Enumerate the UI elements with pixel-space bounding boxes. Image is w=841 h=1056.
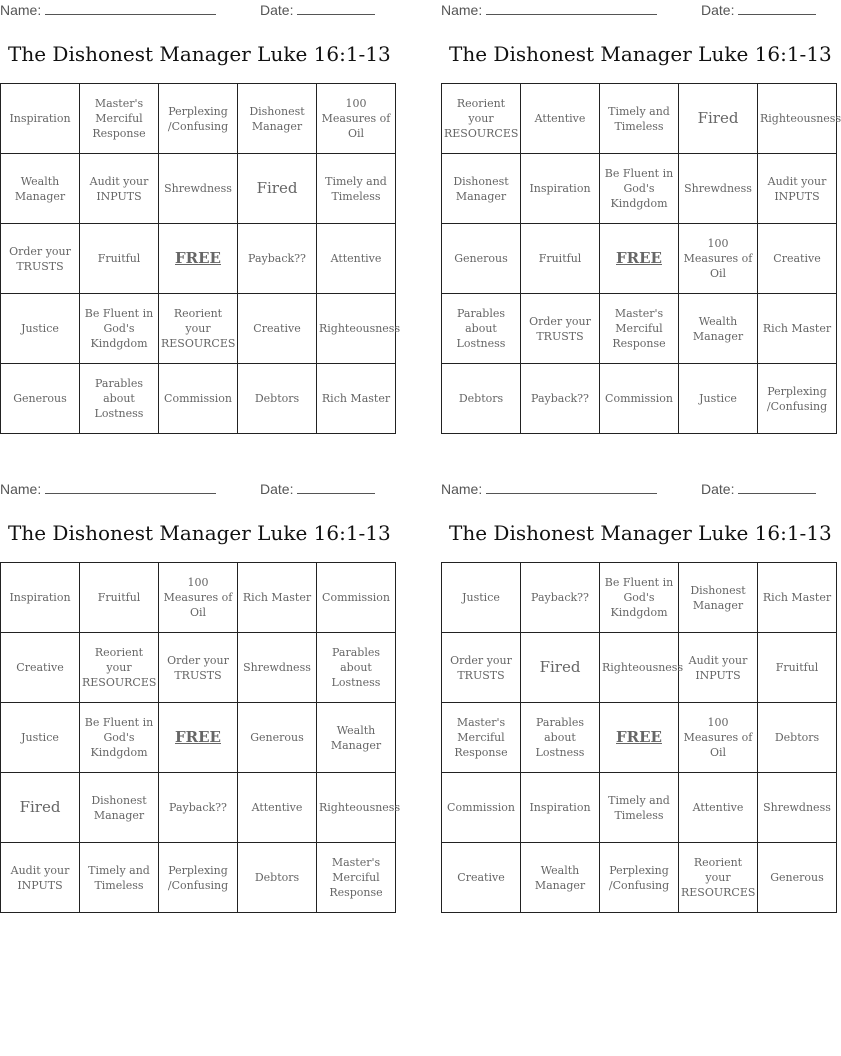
grid-row (442, 843, 837, 913)
grid-row (1, 224, 396, 294)
date-blank-line (738, 13, 816, 15)
cell-text: Order your TRUSTS (450, 653, 512, 682)
bingo-cell (442, 703, 521, 773)
cell-text: Audit your INPUTS (10, 863, 70, 892)
cell-text: Fruitful (775, 661, 819, 674)
bingo-cell (442, 563, 521, 633)
bingo-cell (521, 773, 600, 843)
cell-text: Fired (19, 798, 61, 816)
cell-text: Debtors (774, 731, 820, 744)
cell-text: Perplexing /Confusing (608, 863, 670, 892)
cell-text: Parables about Lostness (456, 307, 506, 350)
grid-row (442, 773, 837, 843)
cell-text: Wealth Manager (14, 174, 66, 203)
bingo-cell (1, 84, 80, 154)
cell-text: Timely and Timeless (608, 793, 670, 822)
cell-text: Generous (454, 252, 508, 265)
bingo-cell (521, 224, 600, 294)
date-label: Date: (260, 2, 294, 18)
bingo-cell (442, 224, 521, 294)
name-date-row (0, 0, 376, 24)
bingo-cell (80, 84, 159, 154)
name-field (0, 2, 216, 18)
cell-text: Be Fluent in God's Kindgdom (604, 576, 674, 619)
bingo-grid (0, 83, 401, 434)
bingo-cell (317, 773, 401, 843)
grid-row (1, 633, 396, 703)
date-field (260, 481, 375, 497)
bingo-card (441, 0, 841, 413)
cell-text: Shrewdness (164, 182, 232, 195)
bingo-card (441, 479, 832, 899)
cell-text: Attentive (692, 801, 744, 814)
bingo-cell (679, 773, 758, 843)
cell-text: Fired (697, 109, 739, 127)
cell-text: Rich Master (242, 591, 312, 604)
bingo-cell (600, 154, 679, 224)
bingo-cell (80, 703, 159, 773)
bingo-cell (238, 563, 317, 633)
name-label: Name: (0, 2, 42, 18)
grid-row (1, 84, 396, 154)
grid-row (1, 843, 396, 913)
cell-text: Inspiration (9, 112, 71, 125)
cell-text: Righteousness (760, 112, 841, 125)
cell-text: Order your TRUSTS (9, 244, 71, 273)
cell-text: Debtors (458, 392, 504, 405)
bingo-cell (317, 224, 396, 294)
cell-text: Commission (322, 591, 390, 604)
date-field (701, 481, 816, 497)
bingo-cell (521, 703, 600, 773)
cell-text: Inspiration (529, 801, 591, 814)
bingo-cell (238, 633, 317, 703)
bingo-cell (758, 843, 837, 913)
bingo-cell (521, 364, 600, 434)
date-label: Date: (701, 481, 735, 497)
cell-text: Master's Merciful Response (329, 856, 383, 899)
grid-row (1, 154, 396, 224)
bingo-cell (758, 224, 837, 294)
bingo-cell (317, 563, 396, 633)
bingo-cell (600, 773, 679, 843)
cell-text: Commission (605, 392, 673, 405)
cell-text: Timely and Timeless (325, 174, 387, 203)
bingo-cell (442, 84, 521, 154)
cell-text: 100 Measures of Oil (683, 237, 753, 280)
bingo-cell (317, 154, 396, 224)
bingo-cell (80, 633, 159, 703)
name-blank-line (45, 13, 216, 15)
cell-text: Fired (256, 179, 298, 197)
cell-text: Rich Master (321, 392, 391, 405)
bingo-cell (521, 294, 600, 364)
bingo-cell (758, 294, 837, 364)
cell-text: Payback?? (531, 392, 589, 405)
cell-text: Shrewdness (684, 182, 752, 195)
name-blank-line (45, 492, 216, 494)
grid-row (1, 703, 396, 773)
bingo-cell (442, 154, 521, 224)
grid-row (1, 364, 396, 434)
cell-text: Generous (250, 731, 304, 744)
bingo-cell (521, 84, 600, 154)
cell-text: Timely and Timeless (608, 104, 670, 133)
bingo-cell (238, 84, 317, 154)
free-space-cell (159, 703, 238, 773)
cell-text: Shrewdness (763, 801, 831, 814)
bingo-cell (600, 84, 679, 154)
cell-text: 100 Measures of Oil (321, 97, 391, 140)
cell-text: Perplexing /Confusing (167, 863, 229, 892)
cell-text: Generous (770, 871, 824, 884)
cell-text: Payback?? (169, 801, 227, 814)
cell-text: Master's Merciful Response (612, 307, 666, 350)
cell-text: Master's Merciful Response (454, 716, 508, 759)
bingo-cell (600, 364, 679, 434)
cell-text: Commission (447, 801, 515, 814)
bingo-cell (238, 294, 317, 364)
cell-text: Dishonest Manager (91, 793, 147, 822)
cell-text: Audit your INPUTS (767, 174, 827, 203)
bingo-cell (238, 843, 317, 913)
cell-text: Audit your INPUTS (688, 653, 748, 682)
grid-row (1, 294, 396, 364)
bingo-cell (238, 773, 317, 843)
date-field (260, 2, 375, 18)
bingo-cell (679, 703, 758, 773)
cell-text: Master's Merciful Response (92, 97, 146, 140)
bingo-cell (159, 843, 238, 913)
bingo-cell (442, 294, 521, 364)
cell-text: 100 Measures of Oil (683, 716, 753, 759)
grid-row (442, 224, 837, 294)
bingo-cell (679, 84, 758, 154)
bingo-cell (317, 364, 396, 434)
cell-text: Creative (16, 661, 64, 674)
bingo-cell (521, 633, 600, 703)
cell-text: Parables about Lostness (535, 716, 585, 759)
name-field (441, 2, 657, 18)
grid-row (442, 84, 837, 154)
bingo-cell (758, 364, 837, 434)
free-space-cell (600, 703, 679, 773)
name-blank-line (486, 13, 657, 15)
cell-text: Wealth Manager (692, 314, 744, 343)
name-date-row (0, 479, 376, 503)
bingo-cell (1, 224, 80, 294)
bingo-cell (317, 843, 396, 913)
cell-text: Righteousness (319, 801, 401, 814)
cell-text: Creative (773, 252, 821, 265)
grid-row (1, 773, 396, 843)
cell-text: 100 Measures of Oil (163, 576, 233, 619)
bingo-cell (80, 843, 159, 913)
bingo-cell (600, 294, 679, 364)
bingo-cell (1, 154, 80, 224)
cell-text: Debtors (254, 392, 300, 405)
cell-text: Fired (539, 658, 581, 676)
bingo-cell (600, 843, 679, 913)
bingo-grid (441, 83, 841, 434)
cell-text: Fruitful (538, 252, 582, 265)
bingo-cell (521, 843, 600, 913)
cell-text: Be Fluent in God's Kindgdom (84, 307, 154, 350)
date-label: Date: (701, 2, 735, 18)
bingo-cell (442, 633, 521, 703)
card-title: The Dishonest Manager Luke 16:1-13 (449, 521, 832, 545)
bingo-cell (238, 364, 317, 434)
bingo-cell (80, 364, 159, 434)
bingo-cell (159, 294, 238, 364)
bingo-cell (80, 563, 159, 633)
bingo-cell (159, 154, 238, 224)
cell-text: Perplexing /Confusing (167, 104, 229, 133)
cell-text: Righteousness (602, 661, 684, 674)
bingo-cell (1, 773, 80, 843)
cell-text: Justice (21, 731, 59, 744)
cell-text: Inspiration (9, 591, 71, 604)
card-title: The Dishonest Manager Luke 16:1-13 (8, 42, 391, 66)
cell-text: Dishonest Manager (690, 583, 746, 612)
bingo-cell (159, 364, 238, 434)
name-date-row (441, 0, 817, 24)
cell-text: Debtors (254, 871, 300, 884)
grid-row (442, 294, 837, 364)
card-title: The Dishonest Manager Luke 16:1-13 (449, 42, 832, 66)
name-date-row (441, 479, 817, 503)
bingo-cell (238, 154, 317, 224)
cell-text: Creative (457, 871, 505, 884)
cell-text: Fruitful (97, 252, 141, 265)
cell-text: Parables about Lostness (331, 646, 381, 689)
bingo-cell (679, 633, 758, 703)
bingo-cell (442, 843, 521, 913)
name-label: Name: (441, 481, 483, 497)
bingo-cell (1, 843, 80, 913)
bingo-cell (317, 294, 401, 364)
cell-text: Be Fluent in God's Kindgdom (604, 167, 674, 210)
cell-text: FREE (175, 249, 221, 267)
name-label: Name: (441, 2, 483, 18)
cell-text: Attentive (251, 801, 303, 814)
free-space-cell (159, 224, 238, 294)
cell-text: Shrewdness (243, 661, 311, 674)
bingo-cell (238, 224, 317, 294)
name-blank-line (486, 492, 657, 494)
cell-text: Dishonest Manager (249, 104, 305, 133)
bingo-cell (238, 703, 317, 773)
cell-text: Payback?? (248, 252, 306, 265)
bingo-cell (679, 563, 758, 633)
cell-text: Commission (164, 392, 232, 405)
cell-text: Timely and Timeless (88, 863, 150, 892)
cell-text: Payback?? (531, 591, 589, 604)
grid-row (1, 563, 396, 633)
cell-text: Fruitful (97, 591, 141, 604)
date-label: Date: (260, 481, 294, 497)
grid-row (442, 154, 837, 224)
name-label: Name: (0, 481, 42, 497)
cell-text: FREE (616, 249, 662, 267)
cell-text: Audit your INPUTS (89, 174, 149, 203)
bingo-cell (600, 633, 684, 703)
cell-text: Parables about Lostness (94, 377, 144, 420)
cell-text: FREE (616, 728, 662, 746)
cell-text: Inspiration (529, 182, 591, 195)
bingo-cell (679, 294, 758, 364)
bingo-cell (758, 773, 837, 843)
bingo-cell (80, 773, 159, 843)
bingo-cell (758, 703, 837, 773)
cell-text: Justice (462, 591, 500, 604)
date-field (701, 2, 816, 18)
bingo-cell (758, 563, 837, 633)
bingo-cell (442, 364, 521, 434)
grid-row (442, 703, 837, 773)
grid-row (442, 633, 837, 703)
bingo-cell (758, 154, 837, 224)
bingo-cell (80, 154, 159, 224)
bingo-cell (679, 224, 758, 294)
cell-text: Justice (699, 392, 737, 405)
bingo-cell (159, 563, 238, 633)
cell-text: Reorient your RESOURCES (444, 97, 519, 140)
grid-row (442, 563, 837, 633)
bingo-cell (159, 773, 238, 843)
cell-text: Reorient your RESOURCES (681, 856, 756, 899)
card-title: The Dishonest Manager Luke 16:1-13 (8, 521, 391, 545)
cell-text: Perplexing /Confusing (766, 384, 828, 413)
bingo-card (0, 479, 401, 899)
cell-text: Reorient your RESOURCES (82, 646, 157, 689)
bingo-cell (80, 224, 159, 294)
name-field (441, 481, 657, 497)
bingo-cell (80, 294, 159, 364)
bingo-cell (679, 154, 758, 224)
free-space-cell (600, 224, 679, 294)
cell-text: Reorient your RESOURCES (161, 307, 236, 350)
bingo-cell (317, 703, 396, 773)
cell-text: Creative (253, 322, 301, 335)
bingo-card (0, 0, 401, 420)
cell-text: Order your TRUSTS (529, 314, 591, 343)
bingo-cell (442, 773, 521, 843)
date-blank-line (297, 492, 375, 494)
cell-text: FREE (175, 728, 221, 746)
bingo-cell (521, 563, 600, 633)
date-blank-line (738, 492, 816, 494)
cell-text: Justice (21, 322, 59, 335)
bingo-cell (521, 154, 600, 224)
cell-text: Wealth Manager (534, 863, 586, 892)
bingo-grid (441, 562, 837, 913)
bingo-cell (159, 633, 238, 703)
cell-text: Order your TRUSTS (167, 653, 229, 682)
bingo-cell (1, 563, 80, 633)
cell-text: Attentive (534, 112, 586, 125)
bingo-cell (600, 563, 679, 633)
bingo-cell (1, 703, 80, 773)
bingo-cell (159, 84, 238, 154)
bingo-grid (0, 562, 401, 913)
cell-text: Wealth Manager (330, 723, 382, 752)
cell-text: Righteousness (319, 322, 401, 335)
cell-text: Attentive (330, 252, 382, 265)
bingo-cell (1, 294, 80, 364)
bingo-cell (1, 633, 80, 703)
grid-row (442, 364, 837, 434)
name-field (0, 481, 216, 497)
cell-text: Rich Master (762, 591, 832, 604)
cell-text: Generous (13, 392, 67, 405)
bingo-cell (317, 84, 396, 154)
cell-text: Be Fluent in God's Kindgdom (84, 716, 154, 759)
bingo-cell (679, 364, 758, 434)
bingo-cell (758, 633, 837, 703)
cell-text: Rich Master (762, 322, 832, 335)
bingo-cell (758, 84, 841, 154)
date-blank-line (297, 13, 375, 15)
bingo-cell (1, 364, 80, 434)
bingo-cell (679, 843, 758, 913)
cell-text: Dishonest Manager (453, 174, 509, 203)
bingo-cell (317, 633, 396, 703)
